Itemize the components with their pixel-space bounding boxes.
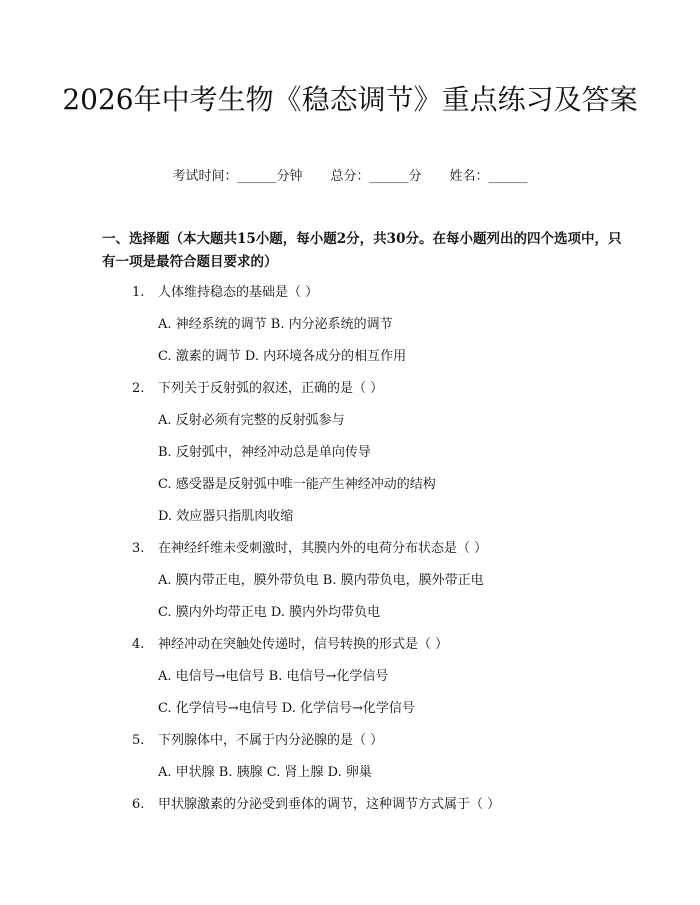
page-title: 2026年中考生物《稳态调节》重点练习及答案 bbox=[62, 83, 638, 116]
question-number: 3. bbox=[132, 541, 145, 556]
question-number: 2. bbox=[132, 381, 145, 396]
question-text: 在神经纤维未受刺激时，其膜内外的电荷分布状态是（ ） bbox=[158, 541, 488, 556]
question-2-option-b: B. 反射弧中，神经冲动总是单向传导 bbox=[158, 445, 371, 460]
question-number: 5. bbox=[132, 733, 145, 748]
question-1-options-line-1: A. 神经系统的调节 B. 内分泌系统的调节 bbox=[158, 317, 393, 332]
exam-info bbox=[0, 167, 700, 187]
question-number: 6. bbox=[132, 797, 145, 812]
question-5 bbox=[132, 731, 383, 751]
question-3-options-line-1: A. 膜内带正电，膜外带负电 B. 膜内带负电，膜外带正电 bbox=[158, 573, 484, 588]
question-number: 1. bbox=[132, 285, 145, 300]
question-text: 下列关于反射弧的叙述，正确的是（ ） bbox=[158, 381, 384, 396]
question-text: 下列腺体中，不属于内分泌腺的是（ ） bbox=[158, 733, 384, 748]
question-2-option-d: D. 效应器只指肌肉收缩 bbox=[158, 509, 294, 524]
question-text: 甲状腺激素的分泌受到垂体的调节，这种调节方式属于（ ） bbox=[158, 797, 501, 812]
question-1-options-line-2: C. 激素的调节 D. 内环境各成分的相互作用 bbox=[158, 349, 407, 364]
question-3-options-line-2: C. 膜内外均带正电 D. 膜内外均带负电 bbox=[158, 605, 381, 620]
question-3 bbox=[132, 539, 487, 559]
question-4 bbox=[132, 635, 448, 655]
question-2-option-a: A. 反射必须有完整的反射弧参与 bbox=[158, 413, 345, 428]
question-4-options-line-2: C. 化学信号→电信号 D. 化学信号→化学信号 bbox=[158, 701, 415, 716]
question-2-option-c: C. 感受器是反射弧中唯一能产生神经冲动的结构 bbox=[158, 477, 436, 492]
student-name: 姓名：______ bbox=[449, 169, 528, 184]
question-1 bbox=[132, 283, 318, 303]
question-text: 人体维持稳态的基础是（ ） bbox=[158, 285, 319, 300]
exam-score: 总分：______分 bbox=[330, 169, 422, 184]
question-4-options-line-1: A. 电信号→电信号 B. 电信号→化学信号 bbox=[158, 669, 389, 684]
section-heading: 一、选择题（本大题共15小题，每小题2分，共30分。在每小题列出的四个选项中，只有一项是最符合题目要求的） bbox=[102, 231, 622, 270]
question-6 bbox=[132, 795, 500, 815]
question-number: 4. bbox=[132, 637, 145, 652]
question-5-options: A. 甲状腺 B. 胰腺 C. 肾上腺 D. 卵巢 bbox=[158, 765, 372, 780]
exam-time: 考试时间：______分钟 bbox=[172, 169, 303, 184]
question-text: 神经冲动在突触处传递时，信号转换的形式是（ ） bbox=[158, 637, 449, 652]
question-2 bbox=[132, 379, 383, 399]
